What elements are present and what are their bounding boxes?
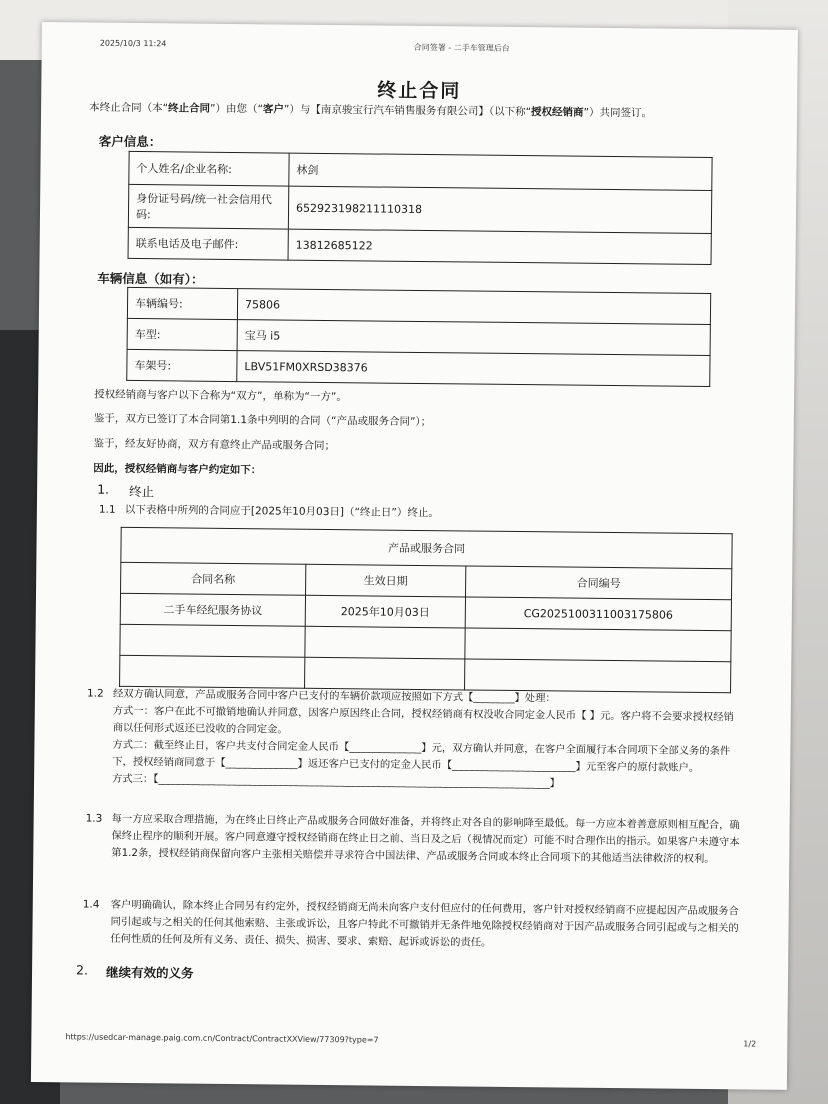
cell-value: 林剑 [289, 153, 712, 190]
section-1-num: 1. [97, 481, 110, 497]
cell-value [305, 626, 465, 659]
customer-heading: 客户信息： [98, 133, 162, 150]
intro-text: 本终止合同（本“终止合同”）由您（“客户”）与【南京骏宝行汽车销售服务有限公司】（以下称“授权经销商”）共同签订。 [89, 101, 653, 120]
table-caption: 产品或服务合同 [121, 527, 732, 568]
cell-value [465, 628, 731, 662]
cell-value: 652923198211110318 [288, 186, 711, 233]
clause-1-2-intro: 经双方确认同意，产品或服务合同中客户已支付的车辆价款项应按照如下方式【________】处理： [112, 687, 556, 705]
cell-value: 二手车经纪服务协议 [120, 593, 305, 626]
clause-1-2-method-2: 方式二：截至终止日，客户共支付合同定金人民币【______________】元，双方确认并同意，在客户全面履行本合同项下全部义务的条件下，授权经销商同意于【______________】返还客户已支付的定金人民币【________________________】元至客户的原付款账户。 [112, 738, 731, 774]
clause-1-4-num: 1.4 [82, 898, 100, 911]
clause-1-2-num: 1.2 [86, 687, 104, 700]
cell-value [465, 659, 731, 693]
vehicle-table [126, 287, 711, 387]
table-row [128, 227, 711, 264]
vehicle-heading: 车辆信息（如有）： [97, 270, 204, 287]
cell-value: LBV51FM0XRSD38376 [237, 351, 710, 387]
therefore-text: 因此，授权经销商与客户约定如下： [93, 462, 262, 477]
cell-value [305, 657, 465, 690]
table-row [128, 184, 711, 233]
clause-1-2-method-3: 方式三：【____________________________________________________________________________】 [112, 772, 561, 790]
contract-page [31, 22, 798, 1090]
clause-1-1-num: 1.1 [98, 503, 116, 516]
clause-1-2-method-1: 方式一：客户在此不可撤销地确认并同意，因客户原因终止合同，授权经销商有权没收合同定金人民币【 】元。客户将不会要求授权经销商以任何形式返还已没收的合同定金。 [112, 704, 734, 736]
cell-label: 个人姓名/企业名称: [129, 151, 289, 186]
cell-value: 75806 [237, 289, 710, 325]
print-app-title: 合同签署 - 二手车管理后台 [413, 42, 510, 53]
customer-table [128, 151, 713, 265]
footer-page-number: 1/2 [743, 1039, 757, 1049]
cell-label: 身份证号码/统一社会信用代码: [128, 184, 288, 229]
print-date: 2025/10/3 11:24 [99, 38, 167, 49]
page-title: 终止合同 [377, 79, 462, 103]
cell-value: 宝马 i5 [237, 320, 710, 356]
clause-1-4-text: 客户明确确认，除本终止合同另有约定外，授权经销商无尚未向客户支付但应付的任何费用，客户针对授权经销商不应提起因产品或服务合同引起或与之相关的任何其他索赔、主张或诉讼，且客户特此不可撤销并无条件地免除授权经销商对于因产品或服务合同引起或与之相关的任何性质的任何及所有义务、责任、损失、损害、要求、索赔、起诉或诉讼的责任。 [110, 898, 739, 949]
cell-value: CG2025100311003175806 [465, 597, 731, 631]
cell-label: 联系电话及电子邮件: [128, 227, 288, 260]
cell-label: 车型: [127, 318, 237, 350]
column-header: 生效日期 [306, 564, 466, 597]
clause-1-3-text: 每一方应采取合理措施，为在终止日终止产品或服务合同做好准备，并将终止对各自的影响降至最低。每一方应本着善意原则相互配合，确保终止程序的顺利开展。客户同意遵守授权经销商在终止日之前、当日及之后（视情况而定）可能不时合理作出的指示。如果客户未遵守本第1.2条，授权经销商保留向客户主张相关赔偿并寻求符合中国法律、产品或服务合同或本终止合同项下的其他适当法律救济的权利。 [111, 812, 740, 866]
parties-text: 授权经销商与客户以下合称为“双方”，单称为“一方”。 [94, 388, 347, 404]
whereas-1: 鉴于，双方已签订了本合同第1.1条中列明的合同（“产品或服务合同”）； [93, 412, 432, 429]
column-header: 合同编号 [466, 566, 732, 600]
cell-label: 车架号: [127, 349, 237, 381]
whereas-2: 鉴于，经友好协商，双方有意终止产品或服务合同； [93, 437, 336, 453]
table-row [127, 349, 710, 386]
footer-url: https://usedcar-manage.paig.com.cn/Contract/ContractXXView/77309?type=7 [65, 1032, 379, 1045]
cell-value: 13812685122 [288, 229, 711, 264]
section-2-title: 继续有效的义务 [105, 964, 194, 981]
clause-1-2-text [112, 686, 743, 795]
clause-1-1-text: 以下表格中所列的合同应于[2025年10月03日]（“终止日”）终止。 [124, 503, 439, 520]
cell-label: 车辆编号: [127, 287, 237, 319]
column-header: 合同名称 [121, 562, 306, 595]
cell-value [120, 655, 305, 688]
cell-value [120, 624, 305, 657]
section-2-num: 2. [75, 962, 89, 978]
contracts-table [119, 527, 733, 693]
clause-1-3-num: 1.3 [85, 812, 103, 825]
cell-value: 2025年10月03日 [305, 595, 465, 628]
section-1-title: 终止 [129, 483, 155, 500]
